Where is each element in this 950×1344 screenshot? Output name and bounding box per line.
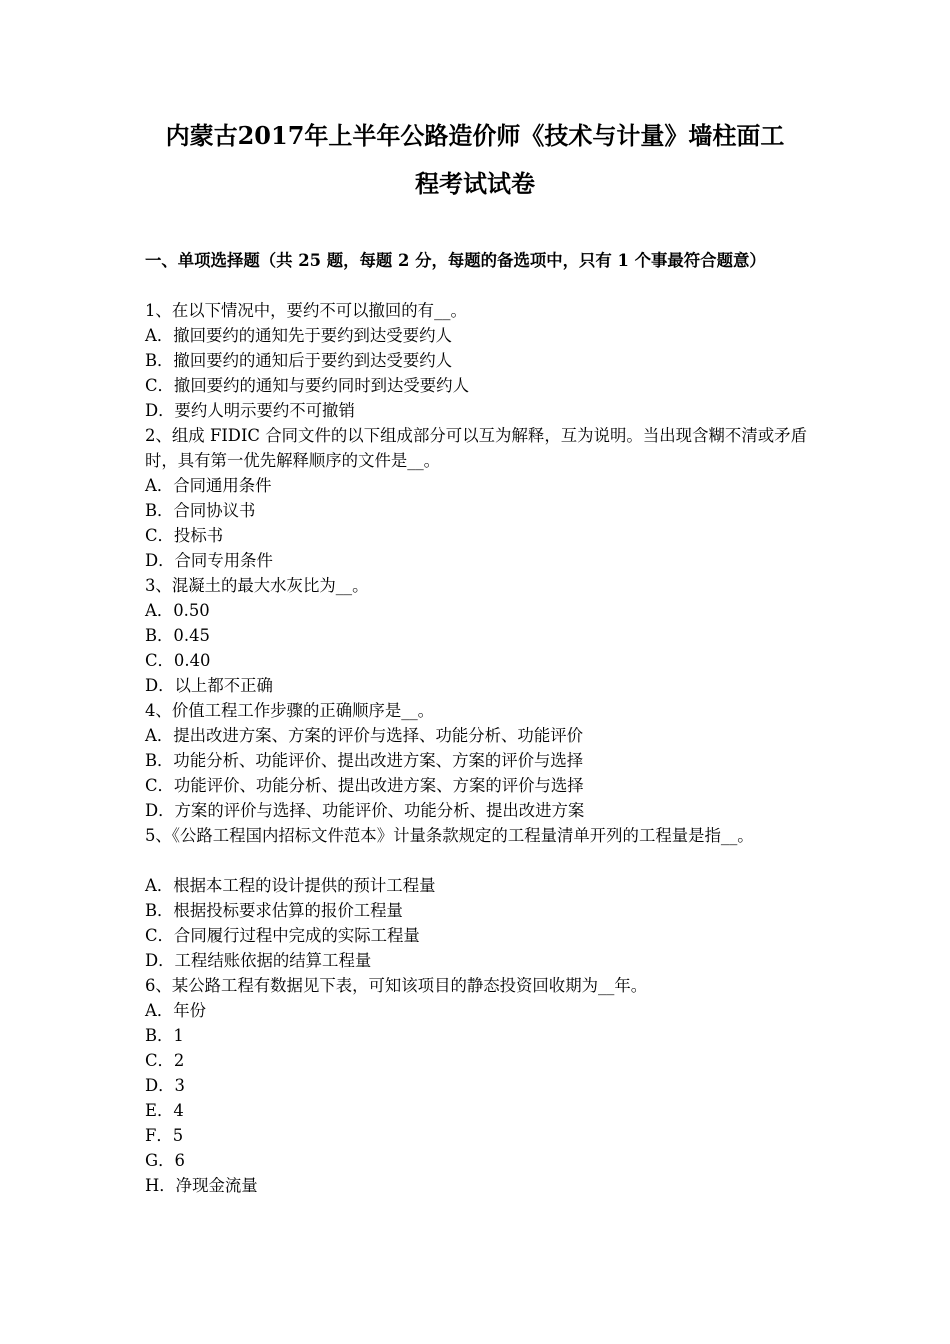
question-stem: 1、在以下情况中，要约不可以撤回的有__。	[145, 301, 467, 320]
document-title-line-1: 内蒙古2017年上半年公路造价师《技术与计量》墙柱面工	[165, 121, 785, 150]
question-1	[145, 298, 807, 423]
option-d: D．以上都不正确	[145, 676, 273, 695]
question-stem: 5、《公路工程国内招标文件范本》计量条款规定的工程量清单开列的工程量是指__。	[145, 826, 754, 845]
section-heading: 一、单项选择题（共 25 题，每题 2 分，每题的备选项中，只有 1 个事最符合题意）	[145, 251, 766, 270]
option-b: B．1	[145, 1026, 184, 1045]
question-stem: 4、价值工程工作步骤的正确顺序是__。	[145, 701, 435, 720]
option-b: B．功能分析、功能评价、提出改进方案、方案的评价与选择	[145, 751, 584, 770]
question-stem: 6、某公路工程有数据见下表，可知该项目的静态投资回收期为__年。	[145, 976, 648, 995]
option-c: C．2	[145, 1051, 185, 1070]
option-a: A．年份	[145, 1001, 207, 1020]
option-b: B．撤回要约的通知后于要约到达受要约人	[145, 351, 453, 370]
question-5	[145, 823, 807, 973]
question-3	[145, 573, 807, 698]
option-c: C．投标书	[145, 526, 224, 545]
option-a: A．撤回要约的通知先于要约到达受要约人	[145, 326, 452, 345]
question-stem: 2、组成 FIDIC 合同文件的以下组成部分可以互为解释，互为说明。当出现含糊不清或矛盾时，具有第一优先解释顺序的文件是__。	[145, 426, 807, 470]
document-body	[145, 248, 807, 1198]
document-title-line-2: 程考试试卷	[415, 169, 535, 198]
option-d: D．工程结账依据的结算工程量	[145, 951, 372, 970]
option-c: C．合同履行过程中完成的实际工程量	[145, 926, 420, 945]
option-f: F．5	[145, 1126, 184, 1145]
option-a: A．根据本工程的设计提供的预计工程量	[145, 876, 436, 895]
option-c: C．撤回要约的通知与要约同时到达受要约人	[145, 376, 469, 395]
option-c: C．0.40	[145, 651, 211, 670]
option-d: D．合同专用条件	[145, 551, 273, 570]
option-g: G．6	[145, 1151, 185, 1170]
option-h: H．净现金流量	[145, 1176, 258, 1195]
option-a: A．0.50	[145, 601, 210, 620]
option-c: C．功能评价、功能分析、提出改进方案、方案的评价与选择	[145, 776, 584, 795]
option-d: D．方案的评价与选择、功能评价、功能分析、提出改进方案	[145, 801, 585, 820]
option-e: E．4	[145, 1101, 184, 1120]
option-a: A．合同通用条件	[145, 476, 272, 495]
question-4	[145, 698, 807, 823]
option-d: D．要约人明示要约不可撤销	[145, 401, 355, 420]
option-b: B．合同协议书	[145, 501, 256, 520]
question-2	[145, 423, 807, 573]
option-a: A．提出改进方案、方案的评价与选择、功能分析、功能评价	[145, 726, 583, 745]
option-d: D．3	[145, 1076, 185, 1095]
question-6	[145, 973, 807, 1198]
question-stem: 3、混凝土的最大水灰比为__。	[145, 576, 369, 595]
option-b: B．根据投标要求估算的报价工程量	[145, 901, 403, 920]
option-b: B．0.45	[145, 626, 210, 645]
